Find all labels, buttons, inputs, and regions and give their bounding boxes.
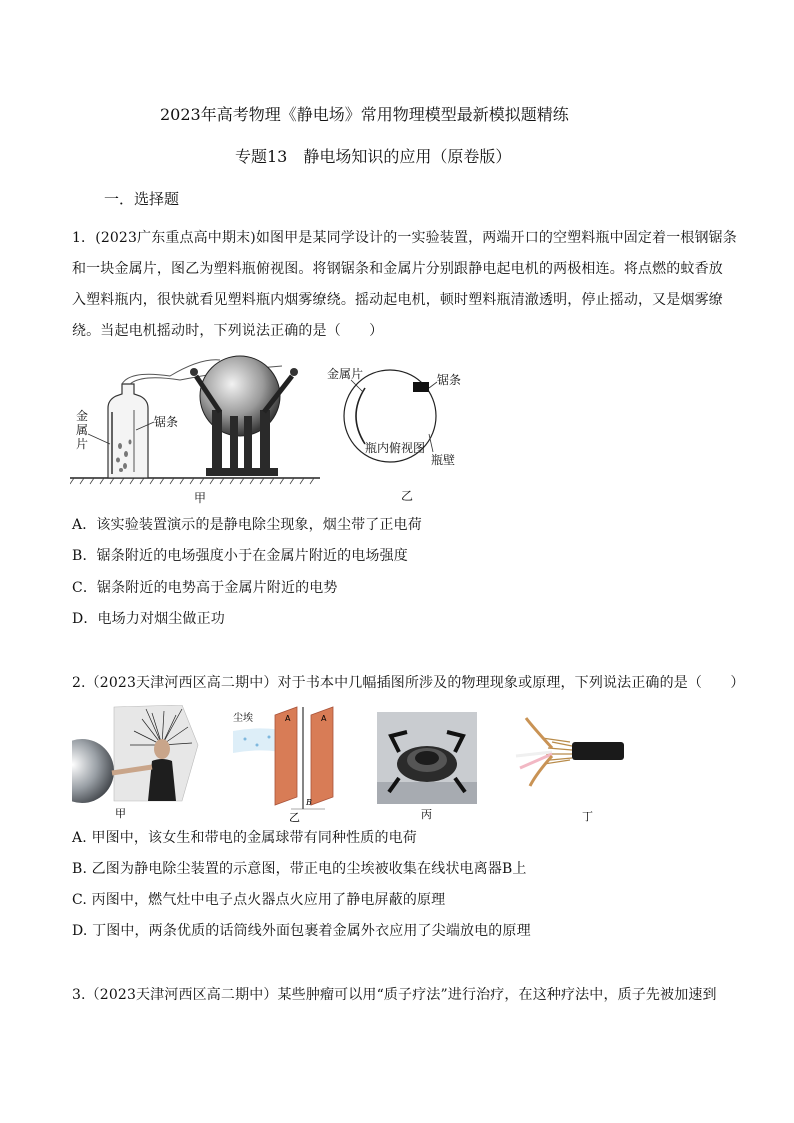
q1-option-a: A．该实验装置演示的是静电除尘现象，烟尘带了正电荷 xyxy=(72,517,422,533)
q2-figure-yi xyxy=(225,705,365,825)
label-wall: 瓶壁 xyxy=(431,453,456,467)
label-a-left: A xyxy=(285,714,291,723)
q2-option-b: B. 乙图为静电除尘装置的示意图，带正电的尘埃被收集在线状电离器B上 xyxy=(72,861,527,877)
section-heading: 一．选择题 xyxy=(104,190,180,208)
q2-caption-yi: 乙 xyxy=(289,811,300,824)
label-metal-top: 金属片 xyxy=(327,367,364,381)
q2-figure-bing xyxy=(377,712,477,822)
label-a-right: A xyxy=(321,714,327,723)
q2-caption-ding: 丁 xyxy=(582,810,593,823)
q2-option-a: A. 甲图中，该女生和带电的金属球带有同种性质的电荷 xyxy=(72,830,417,846)
label-metal-1: 金 xyxy=(76,409,89,423)
label-top-view: 瓶内俯视图 xyxy=(365,441,426,455)
q2-figure-ding xyxy=(512,712,632,824)
q1-line-3: 入塑料瓶内，很快就看见塑料瓶内烟雾缭绕。摇动起电机，顿时塑料瓶清澈透明，停止摇动，又是烟雾缭 xyxy=(72,292,723,308)
q2-option-d: D. 丁图中，两条优质的话筒线外面包裹着金属外衣应用了尖端放电的原理 xyxy=(72,923,531,939)
q2-caption-jia: 甲 xyxy=(115,807,126,820)
label-b: B xyxy=(306,798,312,807)
document-subtitle: 专题13 静电场知识的应用（原卷版） xyxy=(235,147,512,166)
q2-figure-jia xyxy=(72,705,202,825)
label-metal-2: 属 xyxy=(76,423,89,437)
caption-jia: 甲 xyxy=(194,491,207,505)
label-metal-3: 片 xyxy=(76,437,89,451)
q1-figure-jia xyxy=(70,350,330,510)
q2-stem: 2.（2023天津河西区高二期中）对于书本中几幅插图所涉及的物理现象或原理，下列说法正确的是（ ） xyxy=(72,675,745,691)
q1-option-d: D．电场力对烟尘做正功 xyxy=(72,611,225,627)
document-title: 2023年高考物理《静电场》常用物理模型最新模拟题精练 xyxy=(160,105,569,124)
q1-line-1: 1．(2023广东重点高中期末)如图甲是某同学设计的一实验装置，两端开口的空塑料瓶中固定着一根钢锯条 xyxy=(72,230,737,246)
q2-caption-bing: 丙 xyxy=(421,808,432,821)
q3-line-1: 3.（2023天津河西区高二期中）某些肿瘤可以用“质子疗法”进行治疗，在这种疗法中，质子先被加速到 xyxy=(72,987,717,1003)
q1-option-c: C．锯条附近的电势高于金属片附近的电势 xyxy=(72,580,338,596)
q1-line-2: 和一块金属片，图乙为塑料瓶俯视图。将钢锯条和金属片分别跟静电起电机的两极相连。将点燃的蚊香放 xyxy=(72,261,723,277)
q1-figure-yi xyxy=(325,360,475,510)
label-dust: 尘埃 xyxy=(233,713,253,724)
q1-option-b: B．锯条附近的电场强度小于在金属片附近的电场强度 xyxy=(72,548,408,564)
label-saw: 锯条 xyxy=(154,415,179,429)
caption-yi: 乙 xyxy=(401,489,414,503)
q1-line-4: 绕。当起电机摇动时，下列说法正确的是（ ） xyxy=(72,323,384,339)
label-saw-top: 锯条 xyxy=(437,373,462,387)
q2-option-c: C. 丙图中，燃气灶中电子点火器点火应用了静电屏蔽的原理 xyxy=(72,892,446,908)
